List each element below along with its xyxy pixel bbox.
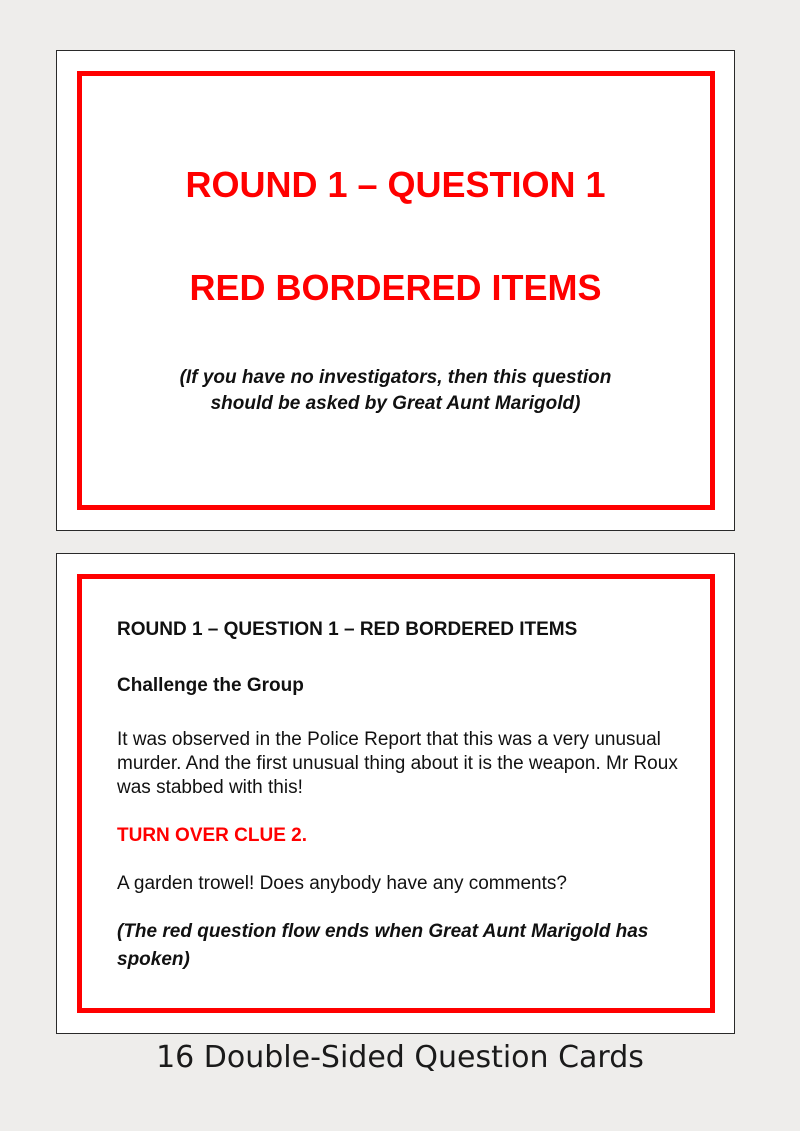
card-back-paragraph-2: A garden trowel! Does anybody have any comments? [117,873,567,894]
card-note [57,365,734,417]
card-back-italic-note: (The red question flow ends when Great Aunt Marigold has spoken) [117,921,649,970]
card-back-content [117,618,684,974]
card-back-subheading: Challenge the Group [117,675,304,696]
question-card-back [56,553,735,1034]
page-caption: 16 Double-Sided Question Cards [156,1040,644,1075]
card-note-line2: should be asked by Great Aunt Marigold) [210,393,581,414]
card-note-line1: (If you have no investigators, then this question [179,367,612,388]
card-title-category: RED BORDERED ITEMS [189,267,602,308]
card-title-round: ROUND 1 – QUESTION 1 [185,164,606,205]
question-card-front [56,50,735,531]
card-back-paragraph: It was observed in the Police Report that this was a very unusual murder. And the first unusual thing about it is the weapon. Mr Roux was stabbed with this! [117,729,678,798]
card-back-heading: ROUND 1 – QUESTION 1 – RED BORDERED ITEMS [117,619,578,640]
card-back-instruction: TURN OVER CLUE 2. [117,825,308,846]
